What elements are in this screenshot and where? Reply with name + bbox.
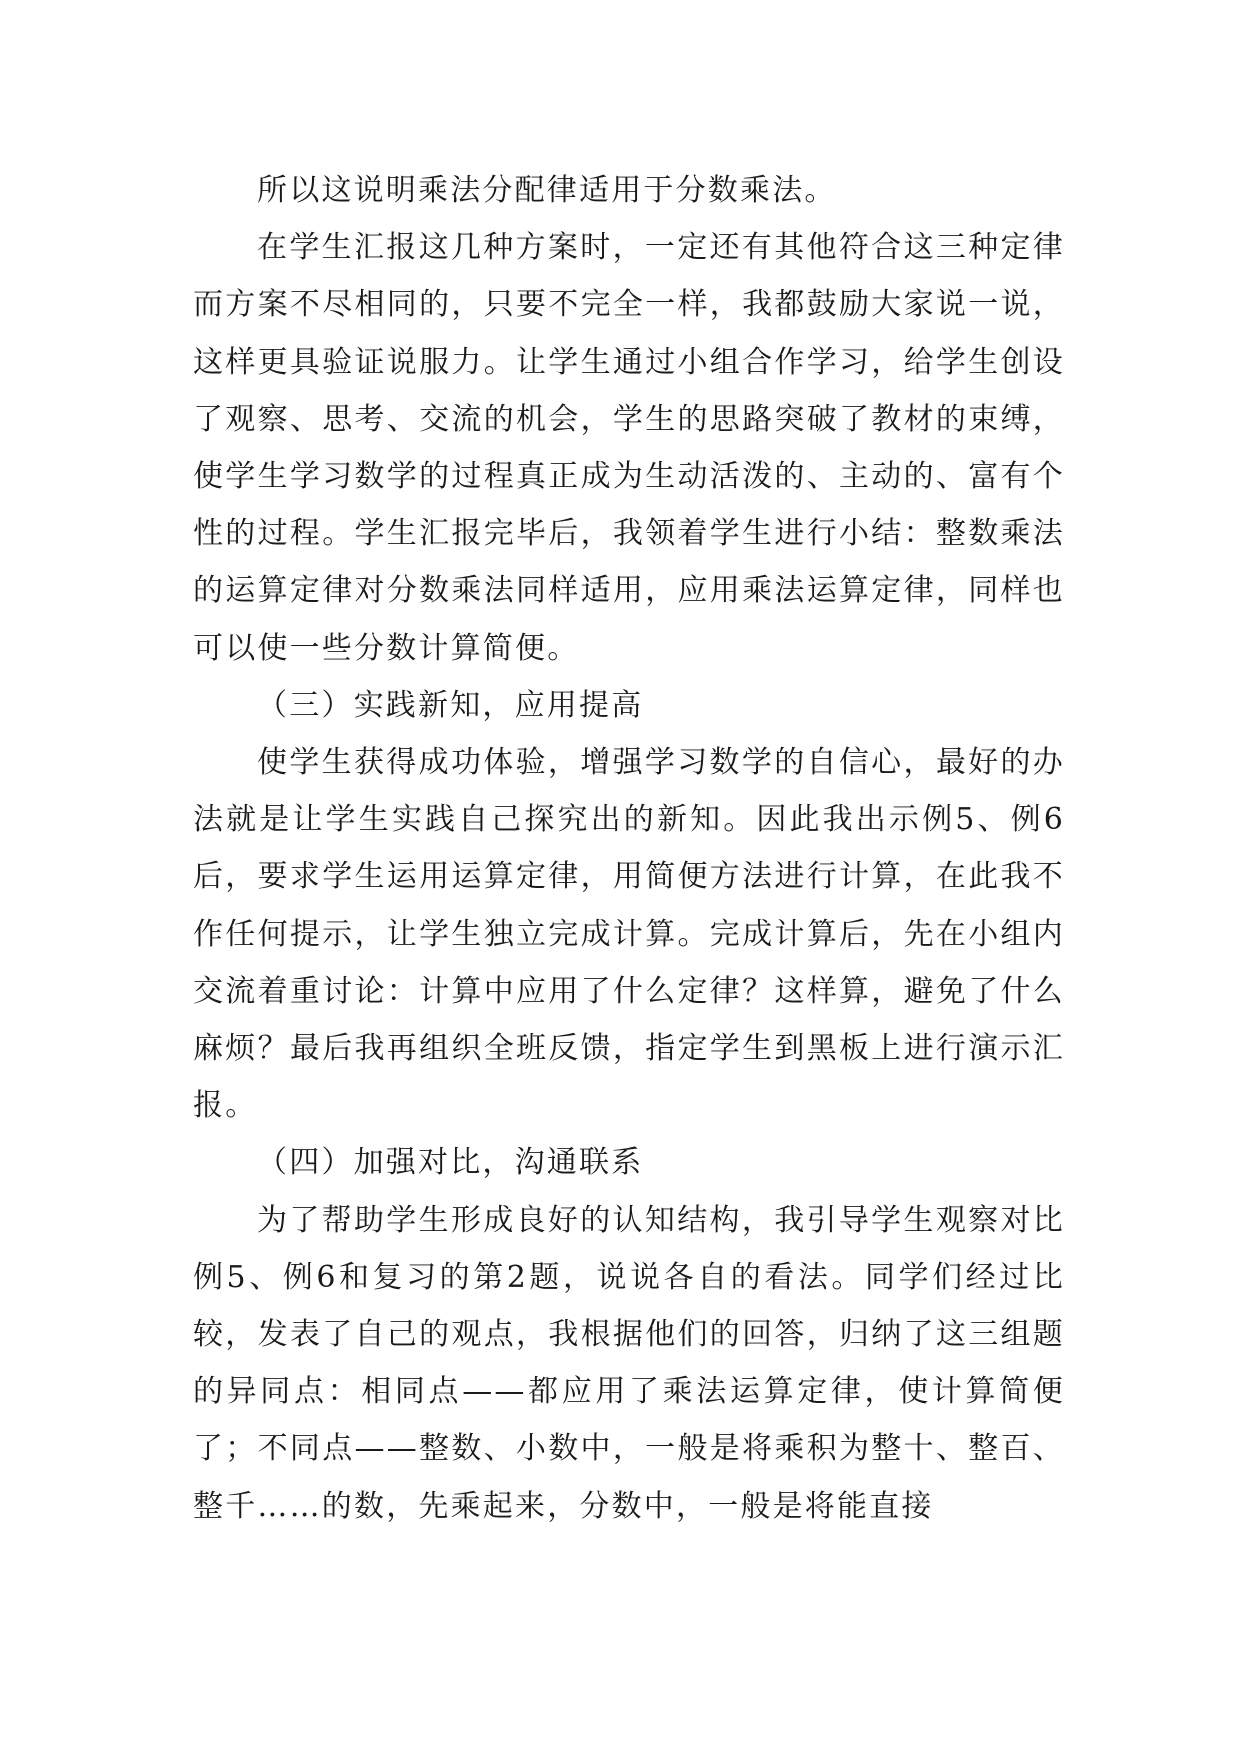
document-body [193,162,1065,1535]
paragraph-practice: 使学生获得成功体验，增强学习数学的自信心，最好的办法就是让学生实践自己探究出的新知。因此我出示例5、例6后，要求学生运用运算定律，用简便方法进行计算，在此我不作任何提示，让学生独立完成计算。完成计算后，先在小组内交流着重讨论：计算中应用了什么定律？这样算，避免了什么麻烦？最后我再组织全班反馈，指定学生到黑板上进行演示汇报。 [193,745,1065,1124]
paragraph-conclusion: 所以这说明乘法分配律适用于分数乘法。 [257,173,837,208]
section-heading-practice: （三）实践新知，应用提高 [257,687,644,723]
paragraph-student-report: 在学生汇报这几种方案时，一定还有其他符合这三种定律而方案不尽相同的，只要不完全一样，我都鼓励大家说一说，这样更具验证说服力。让学生通过小组合作学习，给学生创设了观察、思考、交流的机会，学生的思路突破了教材的束缚，使学生学习数学的过程真正成为生动活泼的、主动的、富有个性的过程。学生汇报完毕后，我领着学生进行小结：整数乘法的运算定律对分数乘法同样适用，应用乘法运算定律，同样也可以使一些分数计算简便。 [193,230,1065,666]
paragraph-comparison: 为了帮助学生形成良好的认知结构，我引导学生观察对比例5、例6和复习的第2题，说说各自的看法。同学们经过比较，发表了自己的观点，我根据他们的回答，归纳了这三组题的异同点：相同点——都应用了乘法运算定律，使计算简便了；不同点——整数、小数中，一般是将乘积为整十、整百、整千……的数，先乘起来，分数中，一般是将能直接 [193,1202,1065,1524]
section-heading-comparison: （四）加强对比，沟通联系 [257,1145,644,1181]
